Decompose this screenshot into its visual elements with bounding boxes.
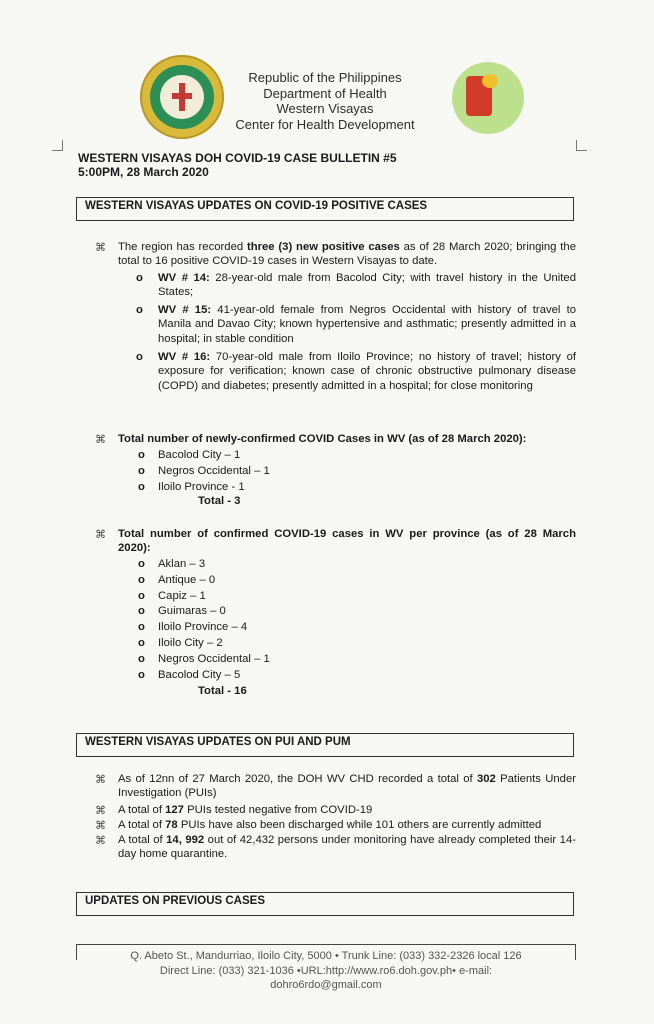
circle-bullet-icon: o [136,304,143,316]
list-item [136,589,270,605]
list-item [136,652,270,668]
bullet-icon: ⌘ [95,242,106,254]
bullet-icon: ⌘ [95,434,106,446]
header-line: Center for Health Development [235,116,415,132]
footer-line: Direct Line: (033) 321-1036 •URL:http://www.ro6.doh.gov.ph• e-mail: [159,964,493,977]
bulletin-title [78,151,397,179]
pui-text-end: Patients Under Investigation (PUIs) [118,773,576,800]
pui-negative-count: 127 [165,804,184,816]
list-item [136,573,270,589]
header-line: Republic of the Philippines [248,70,402,85]
footer-address [96,949,556,993]
bulletin-title-text: WESTERN VISAYAS DOH COVID-19 CASE BULLETIN #5 [78,151,397,165]
pum-completed-count: 14, 992 [166,834,205,846]
section-heading-previous-cases: UPDATES ON PREVIOUS CASES [76,892,574,916]
case-label: WV # 15: [158,304,212,316]
circle-bullet-icon: o [138,668,145,681]
list-item-text: Capiz – 1 [158,589,206,602]
circle-bullet-icon: o [138,558,145,570]
list-item-text: Guimaras – 0 [158,605,226,618]
circle-bullet-icon: o [138,621,145,634]
list-item-text: Antique – 0 [158,573,216,586]
intro-text-end: as of 28 March 2020; bringing the total to 16 positive COVID-19 cases in Western Visayas to date. [118,241,576,268]
bullet-icon: ⌘ [95,835,106,847]
list-item [136,448,270,464]
footer-line: Q. Abeto St., Mandurriao, Iloilo City, 5000 • Trunk Line: (033) 332-2326 local 126 [130,950,522,962]
bulletin-time: 5:00PM, 28 March 2020 [78,165,209,179]
bullet-icon: ⌘ [95,805,106,817]
pum-text: A total of [118,834,167,846]
list-item [136,464,270,480]
list-item-text: Negros Occidental – 1 [158,464,270,477]
pui-count: 302 [476,773,496,785]
intro-bold: three (3) new positive cases [246,241,400,253]
circle-bullet-icon: o [138,605,145,618]
province-cases-heading: Total number of confirmed COVID-19 cases in WV per province (as of 28 March 2020): [118,528,576,555]
list-item-text: Negros Occidental – 1 [158,652,270,665]
doh-seal [140,55,224,139]
corner-mark [76,944,77,960]
pui-text: A total of [118,819,166,831]
header-line: Western Visayas [276,101,374,116]
section-heading-positive-cases: WESTERN VISAYAS UPDATES ON COVID-19 POSITIVE CASES [76,197,574,221]
case-label: WV # 14: [158,272,210,284]
pui-negative-paragraph [118,803,576,817]
province-cases-list [136,557,270,683]
list-item-text: Bacolod City – 5 [158,668,241,681]
circle-bullet-icon: o [138,573,145,586]
case-label: WV # 16: [158,351,211,363]
list-item [136,620,270,636]
bullet-icon: ⌘ [95,820,106,832]
pui-discharged-count: 78 [165,819,178,831]
new-cases-total: Total - 3 [198,495,241,507]
corner-mark [52,140,63,151]
circle-bullet-icon: o [138,636,145,649]
section-heading-pui-pum: WESTERN VISAYAS UPDATES ON PUI AND PUM [76,733,574,757]
pum-text-end: out of 42,432 persons under monitoring have already completed their 14-day home quarantine. [118,834,576,861]
medical-cross-icon [172,83,192,111]
list-item [136,480,270,496]
case-text: 41-year-old female from Negros Occidental with history of travel to Manila and Davao City; known hypertensive and asthmatic; presently admitted in a hospital; in stable condition [158,304,576,345]
footer-email: dohro6rdo@gmail.com [270,979,382,991]
pui-text: A total of [118,804,166,816]
circle-bullet-icon: o [138,480,145,493]
bullet-icon: ⌘ [95,529,106,541]
bullet-icon: ⌘ [95,774,106,786]
corner-mark [575,944,576,960]
list-item [136,557,270,573]
intro-paragraph [118,240,576,269]
case-wv15 [136,303,576,346]
case-text: 28-year-old male from Bacolod City; with travel history in the United States; [158,272,576,299]
list-item-text: Iloilo City – 2 [158,636,223,649]
circle-bullet-icon: o [138,449,145,461]
header-line: Department of Health [263,85,387,101]
list-item-text: Bacolod City – 1 [158,449,241,461]
pui-text-end: PUIs tested negative from COVID-19 [183,804,373,816]
footer-divider [76,944,576,945]
intro-text: The region has recorded [118,241,247,253]
case-wv14 [136,271,576,300]
pum-completed-paragraph [118,833,576,862]
case-text: 70-year-old male from Iloilo Province; no history of travel; history of exposure for verification; known case of chronic obstructive pulmonary disease (COPD) and diabetes; presently admitted in a hospital; for close monitoring [158,351,576,392]
list-item-text: Aklan – 3 [158,558,206,570]
pui-text: As of 12nn of 27 March 2020, the DOH WV CHD recorded a total of [118,773,477,785]
province-cases-total: Total - 16 [198,685,247,697]
corner-mark [576,140,587,151]
case-wv16 [136,350,576,393]
circle-bullet-icon: o [136,351,143,363]
list-item [136,636,270,652]
list-item [136,668,270,684]
list-item-text: Iloilo Province – 4 [158,621,248,634]
new-cases-list [136,448,270,495]
circle-bullet-icon: o [138,652,145,665]
pui-total-paragraph [118,772,576,801]
circle-bullet-icon: o [136,272,143,284]
universal-health-care-logo [452,62,524,134]
pui-text-end: PUIs have also been discharged while 101 others are currently admitted [177,819,542,831]
list-item [136,604,270,620]
letterhead [230,70,420,132]
new-cases-heading: Total number of newly-confirmed COVID Cases in WV (as of 28 March 2020): [118,433,527,445]
circle-bullet-icon: o [138,464,145,477]
list-item-text: Iloilo Province - 1 [158,480,245,493]
circle-bullet-icon: o [138,589,145,602]
pui-discharged-paragraph [118,818,588,832]
